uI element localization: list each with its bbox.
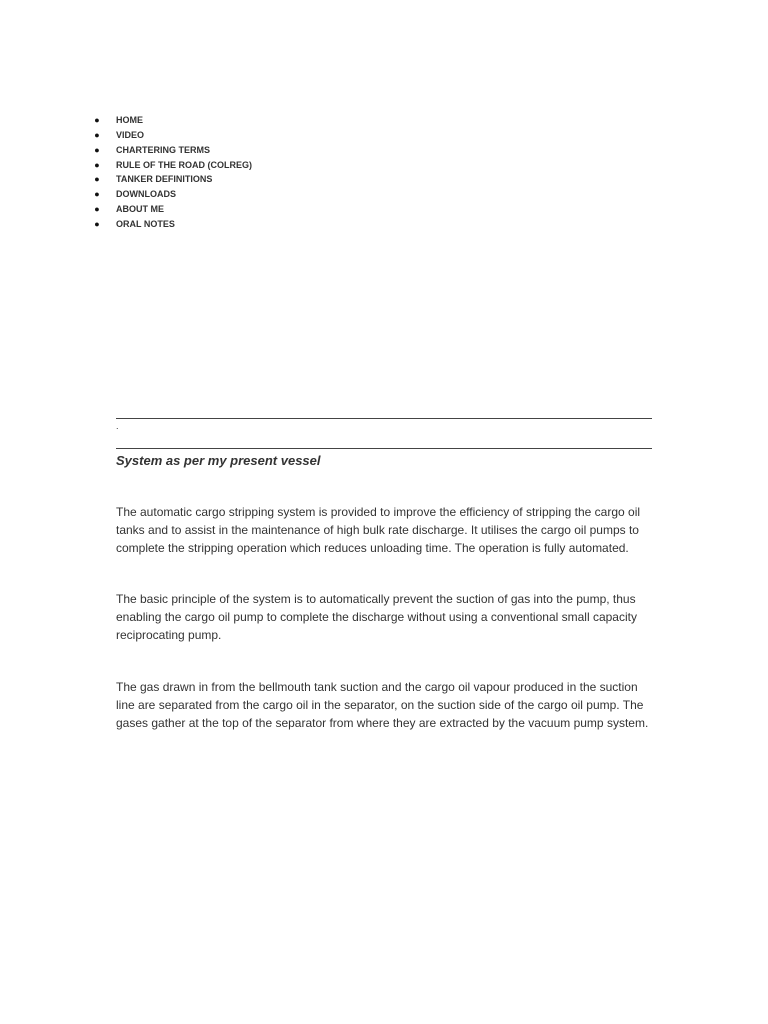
nav-link-rule-of-the-road[interactable]: RULE OF THE ROAD (COLREG) xyxy=(116,159,252,170)
nav-item-video[interactable] xyxy=(0,128,768,143)
main-navigation xyxy=(0,113,768,232)
nav-item-oral-notes[interactable] xyxy=(0,217,768,232)
bullet-icon: ● xyxy=(94,144,100,155)
article-paragraph: The automatic cargo stripping system is provided to improve the efficiency of stripping the cargo oil tanks and to assist in the maintenance of high bulk rate discharge. It utilises the cargo oil pumps to complete the stripping operation which reduces unloading time. The operation is fully automated. xyxy=(116,505,641,555)
nav-link-downloads[interactable]: DOWNLOADS xyxy=(116,189,176,200)
nav-link-about-me[interactable]: ABOUT ME xyxy=(116,204,164,215)
article-paragraph: The basic principle of the system is to automatically prevent the suction of gas into the pump, thus enabling the cargo oil pump to complete the discharge without using a conventional small capacity reciprocating pump. xyxy=(116,592,637,642)
bullet-icon: ● xyxy=(94,115,100,125)
divider-mark: . xyxy=(116,421,119,431)
nav-item-home[interactable] xyxy=(0,113,768,128)
nav-link-oral-notes[interactable]: ORAL NOTES xyxy=(116,218,175,229)
bullet-icon: ● xyxy=(94,218,100,229)
nav-item-tanker-definitions[interactable] xyxy=(0,172,768,187)
section-title: System as per my present vessel xyxy=(116,453,321,468)
article-paragraph: The gas drawn in from the bellmouth tank suction and the cargo oil vapour produced in the suction line are separated from the cargo oil in the separator, on the suction side of the cargo oil pump. The gases gather at the top of the separator from where they are extracted by the vacuum pump system. xyxy=(116,680,649,730)
bullet-icon: ● xyxy=(94,174,100,185)
nav-item-downloads[interactable] xyxy=(0,187,768,202)
bullet-icon: ● xyxy=(94,189,100,200)
bullet-icon: ● xyxy=(94,159,100,170)
nav-item-rule-of-the-road[interactable] xyxy=(0,158,768,173)
bottom-divider xyxy=(116,448,652,449)
nav-link-home[interactable]: HOME xyxy=(116,115,143,125)
bullet-icon: ● xyxy=(94,129,100,140)
nav-item-chartering-terms[interactable] xyxy=(0,143,768,158)
nav-item-about-me[interactable] xyxy=(0,202,768,217)
bullet-icon: ● xyxy=(94,204,100,215)
nav-link-tanker-definitions[interactable]: TANKER DEFINITIONS xyxy=(116,174,213,185)
nav-link-video[interactable]: VIDEO xyxy=(116,129,145,140)
nav-link-chartering-terms[interactable]: CHARTERING TERMS xyxy=(116,144,210,155)
top-divider xyxy=(116,418,652,419)
